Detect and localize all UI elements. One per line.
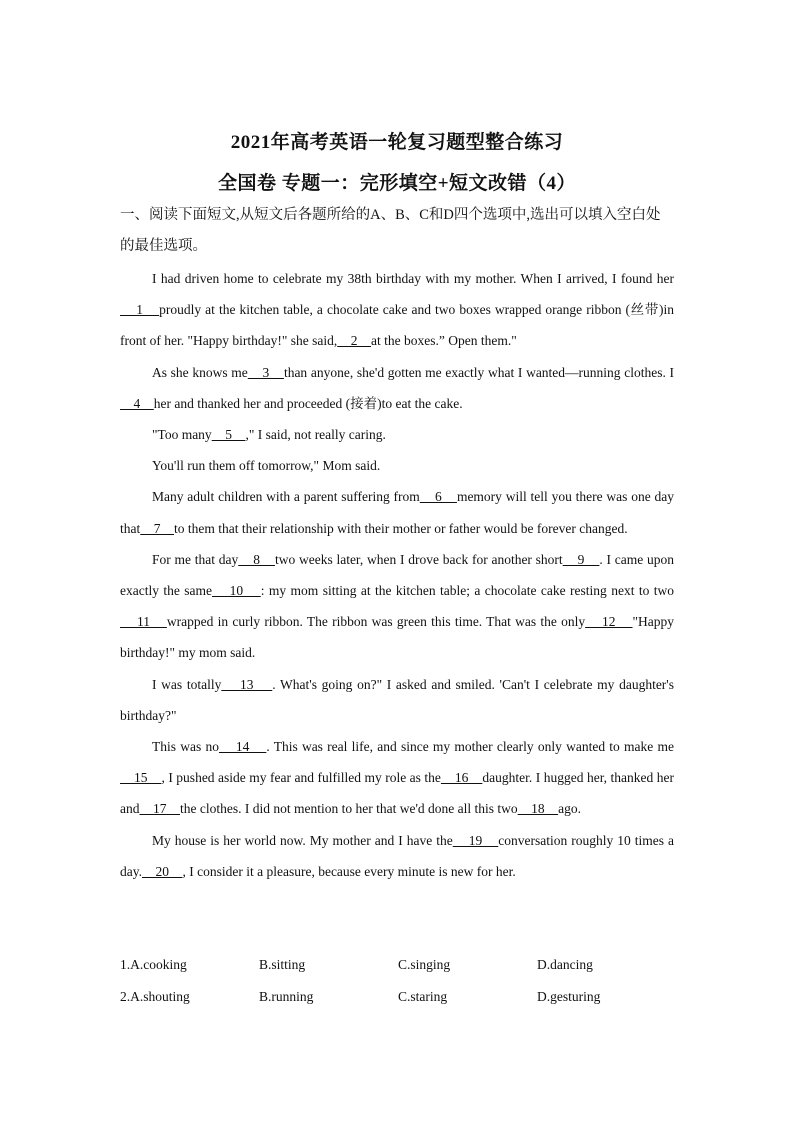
passage-text: . I came upon exactly the same <box>120 551 675 599</box>
cloze-blank: 20 <box>142 863 183 879</box>
cloze-blank: 7 <box>140 520 174 536</box>
passage-paragraph <box>120 419 674 450</box>
option-choice: 2.A.shouting <box>120 988 190 1004</box>
passage-text: I had driven home to celebrate my 38th birthday with my mother. When I arrived, I found her <box>152 271 674 286</box>
passage-paragraph <box>120 544 674 669</box>
cloze-blank: 18 <box>517 801 559 817</box>
option-row <box>120 949 680 981</box>
passage-text: Many adult children with a parent suffering from <box>152 489 420 505</box>
passage-text: "Too many <box>152 427 212 443</box>
passage-paragraph <box>120 263 674 357</box>
passage-text: ago. <box>558 801 581 817</box>
passage-text: As she knows me <box>152 364 248 380</box>
option-choice: 1.A.cooking <box>120 957 187 972</box>
cloze-blank: 8 <box>238 551 275 567</box>
cloze-blank: 11 <box>120 614 167 630</box>
document-subtitle: 全国卷 专题一：完形填空+短文改错（4） <box>217 173 577 194</box>
passage-text: ," I said, not really caring. <box>245 427 386 443</box>
cloze-blank: 6 <box>419 489 457 505</box>
option-choice: C.staring <box>398 988 448 1004</box>
passage-text: , I consider it a pleasure, because every minute is new for her. <box>182 863 516 879</box>
passage-text: . What's going on?" I asked and smiled. 'Can't I celebrate my daughter's birthday?" <box>120 676 674 723</box>
passage-text: "Happy birthday!" my mom said. <box>120 614 675 661</box>
option-choice: B.running <box>259 988 314 1004</box>
passage-text: My house is her world now. My mother and I have the <box>152 832 453 848</box>
cloze-blank: 17 <box>139 801 180 817</box>
cloze-blank: 1 <box>120 302 160 318</box>
passage-text: I was totally <box>152 676 222 692</box>
option-choice: C.singing <box>398 957 451 972</box>
cloze-blank: 10 <box>212 583 261 599</box>
passage-text: than anyone, she'd gotten me exactly what I wanted—running clothes. I <box>283 364 675 380</box>
passage-text: two weeks later, when I drove back for another short <box>274 551 563 567</box>
passage-text: You'll run them off tomorrow," Mom said. <box>152 458 381 474</box>
cloze-blank: 12 <box>585 614 633 630</box>
option-choice: D.dancing <box>537 957 593 972</box>
cloze-blank: 9 <box>562 551 600 567</box>
option-row <box>120 981 680 1013</box>
passage-paragraph <box>120 669 674 731</box>
passage-text: , I pushed aside my fear and fulfilled my role as the <box>161 770 441 786</box>
passage-text: memory will tell you there was one day that <box>120 489 674 536</box>
passage-text: . This was real life, and since my mother clearly only wanted to make me <box>266 739 674 755</box>
passage-paragraph <box>120 357 674 419</box>
passage-text: proudly at the kitchen table, a chocolate cake and two boxes wrapped orange ribbon (丝带)in front of her. "Happy birthday!" she said, <box>120 302 674 349</box>
cloze-blank: 16 <box>440 770 483 786</box>
cloze-blank: 2 <box>337 333 371 349</box>
cloze-blank: 19 <box>452 832 499 848</box>
cloze-blank: 5 <box>211 427 246 443</box>
answer-options <box>120 949 680 1012</box>
cloze-blank: 15 <box>120 770 162 786</box>
passage-paragraph <box>120 825 674 887</box>
passage-text: conversation roughly 10 times a day. <box>120 832 674 879</box>
passage-paragraph <box>120 481 674 543</box>
cloze-blank: 3 <box>247 364 284 380</box>
passage-paragraph <box>120 731 674 825</box>
passage-text: This was no <box>152 739 219 755</box>
passage-paragraph <box>120 450 674 481</box>
passage-text: her and thanked her and proceeded (接着)to eat the cake. <box>153 395 463 411</box>
cloze-blank: 4 <box>120 395 154 411</box>
document-title: 2021年高考英语一轮复习题型整合练习 <box>230 132 564 153</box>
passage-text: wrapped in curly ribbon. The ribbon was green this time. That was the only <box>166 614 586 630</box>
cloze-blank: 14 <box>218 739 267 755</box>
passage-text: daughter. I hugged her, thanked her and <box>120 770 674 817</box>
passage-text: the clothes. I did not mention to her that we'd done all this two <box>180 801 518 817</box>
passage-text: to them that their relationship with their mother or father would be forever changed. <box>174 520 628 536</box>
cloze-blank: 13 <box>221 676 273 692</box>
passage-text: at the boxes.” Open them." <box>370 333 517 349</box>
passage-text: For me that day <box>152 551 239 567</box>
passage-text: : my mom sitting at the kitchen table; a chocolate cake resting next to two <box>260 583 674 599</box>
cloze-passage <box>120 263 674 887</box>
option-choice: B.sitting <box>259 957 306 972</box>
section-instruction: 一、阅读下面短文,从短文后各题所给的A、B、C和D四个选项中,选出可以填入空白处的最佳选项。 <box>120 207 661 255</box>
option-choice: D.gesturing <box>537 988 601 1004</box>
